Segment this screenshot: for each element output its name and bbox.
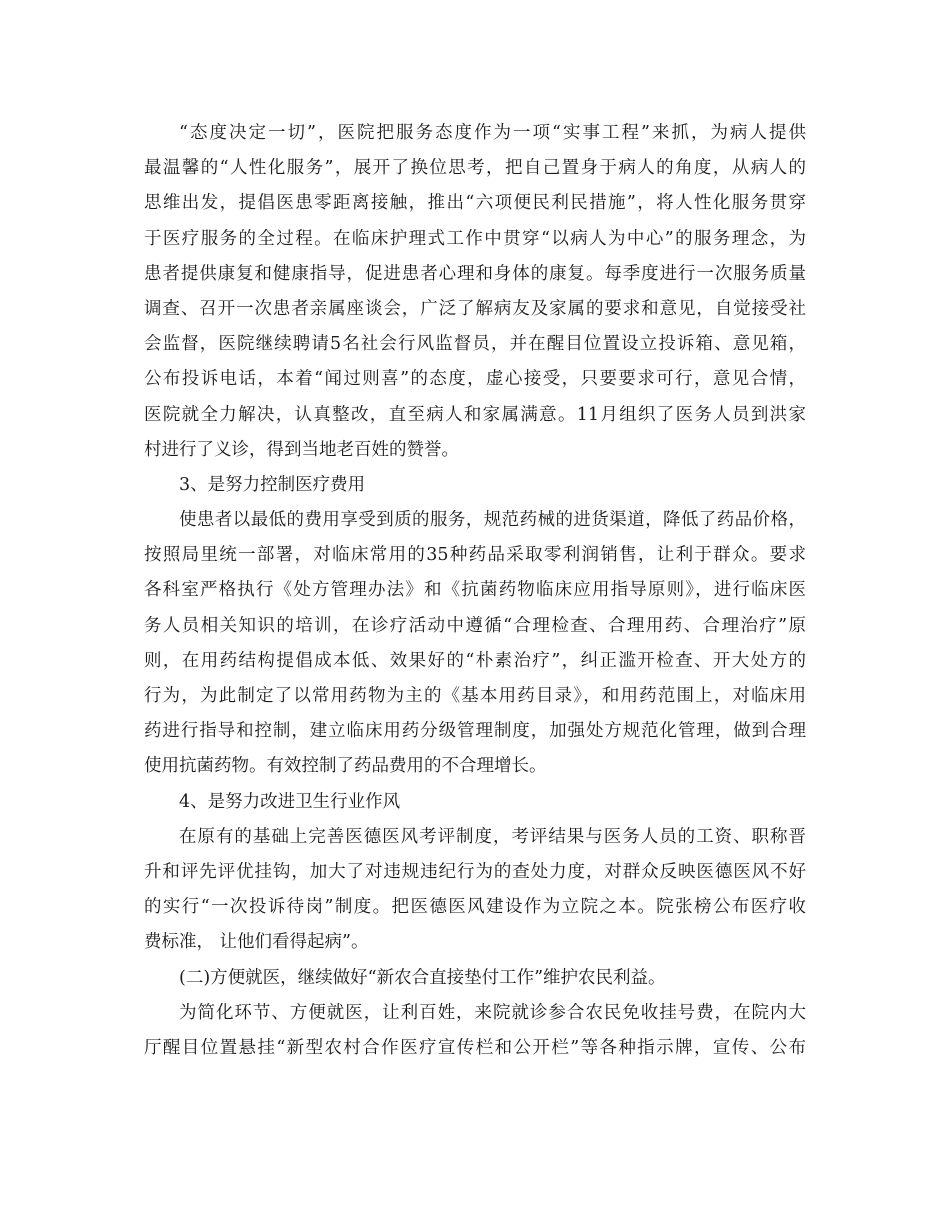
paragraph-line: 的实行“一次投诉待岗”制度。把医德医风建设作为立院之本。院张榜公布医疗收 [144, 897, 806, 918]
paragraph-line: 使用抗菌药物。有效控制了药品费用的不合理增长。 [144, 756, 547, 777]
paragraph-line: 费标准， 让他们看得起病”。 [144, 932, 369, 953]
paragraph-line: 则，在用药结构提倡成本低、效果好的“朴素治疗”，纠正滥开检查、开大处方的 [144, 650, 806, 671]
paragraph-line: 会监督，医院继续聘请5名社会行风监督员，并在醒目位置设立投诉箱、意见箱， [144, 334, 806, 355]
paragraph-line: 调查、召开一次患者亲属座谈会，广泛了解病友及家属的要求和意见，自觉接受社 [144, 298, 806, 319]
paragraph-line: 升和评先评优挂钩，加大了对违规违纪行为的查处力度，对群众反映医德医风不好 [144, 861, 806, 882]
paragraph-line: 务人员相关知识的培训，在诊疗活动中遵循“合理检查、合理用药、合理治疗”原 [144, 615, 806, 636]
section-heading: 4、是努力改进卫生行业作风 [179, 791, 401, 812]
paragraph-line: 使患者以最低的费用享受到质的服务，规范药械的进货渠道，降低了药品价格， [179, 510, 806, 531]
section-heading: (二)方便就医，继续做好“新农合直接垫付工作”维护农民利益。 [179, 967, 666, 988]
paragraph-line: 患者提供康复和健康指导，促进患者心理和身体的康复。每季度进行一次服务质量 [144, 263, 806, 284]
paragraph-line: 公布投诉电话，本着“闻过则喜”的态度，虚心接受，只要要求可行，意见合情， [144, 369, 806, 390]
paragraph-line: “态度决定一切”，医院把服务态度作为一项“实事工程”来抓，为病人提供 [179, 123, 806, 143]
paragraph-line: 于医疗服务的全过程。在临床护理式工作中贯穿“以病人为中心”的服务理念，为 [144, 228, 806, 249]
paragraph-line: 最温馨的“人性化服务”，展开了换位思考，把自己置身于病人的角度，从病人的 [144, 158, 806, 179]
section-heading: 3、是努力控制医疗费用 [179, 474, 366, 495]
paragraph-line: 村进行了义诊，得到当地老百姓的赞誉。 [144, 439, 459, 460]
paragraph-line: 思维出发，提倡医患零距离接触，推出“六项便民利民措施”，将人性化服务贯穿 [144, 193, 806, 214]
paragraph-line: 行为，为此制定了以常用药物为主的《基本用药目录》，和用药范围上，对临床用 [144, 686, 806, 706]
paragraph-line: 医院就全力解决，认真整改，直至病人和家属满意。11月组织了医务人员到洪家 [144, 404, 806, 425]
paragraph-line: 药进行指导和控制，建立临床用药分级管理制度，加强处方规范化管理，做到合理 [144, 721, 806, 742]
paragraph-line: 在原有的基础上完善医德医风考评制度，考评结果与医务人员的工资、职称晋 [179, 826, 806, 847]
paragraph-line: 按照局里统一部署，对临床常用的35种药品采取零利润销售，让利于群众。要求 [144, 545, 806, 566]
paragraph-line: 厅醒目位置悬挂“新型农村合作医疗宣传栏和公开栏”等各种指示牌，宣传、公布 [144, 1037, 806, 1058]
document-body [144, 116, 806, 1066]
paragraph-line: 各科室严格执行《处方管理办法》和《抗菌药物临床应用指导原则》，进行临床医 [144, 580, 806, 601]
paragraph-line: 为简化环节、方便就医，让利百姓，来院就诊参合农民免收挂号费，在院内大 [179, 1002, 806, 1023]
